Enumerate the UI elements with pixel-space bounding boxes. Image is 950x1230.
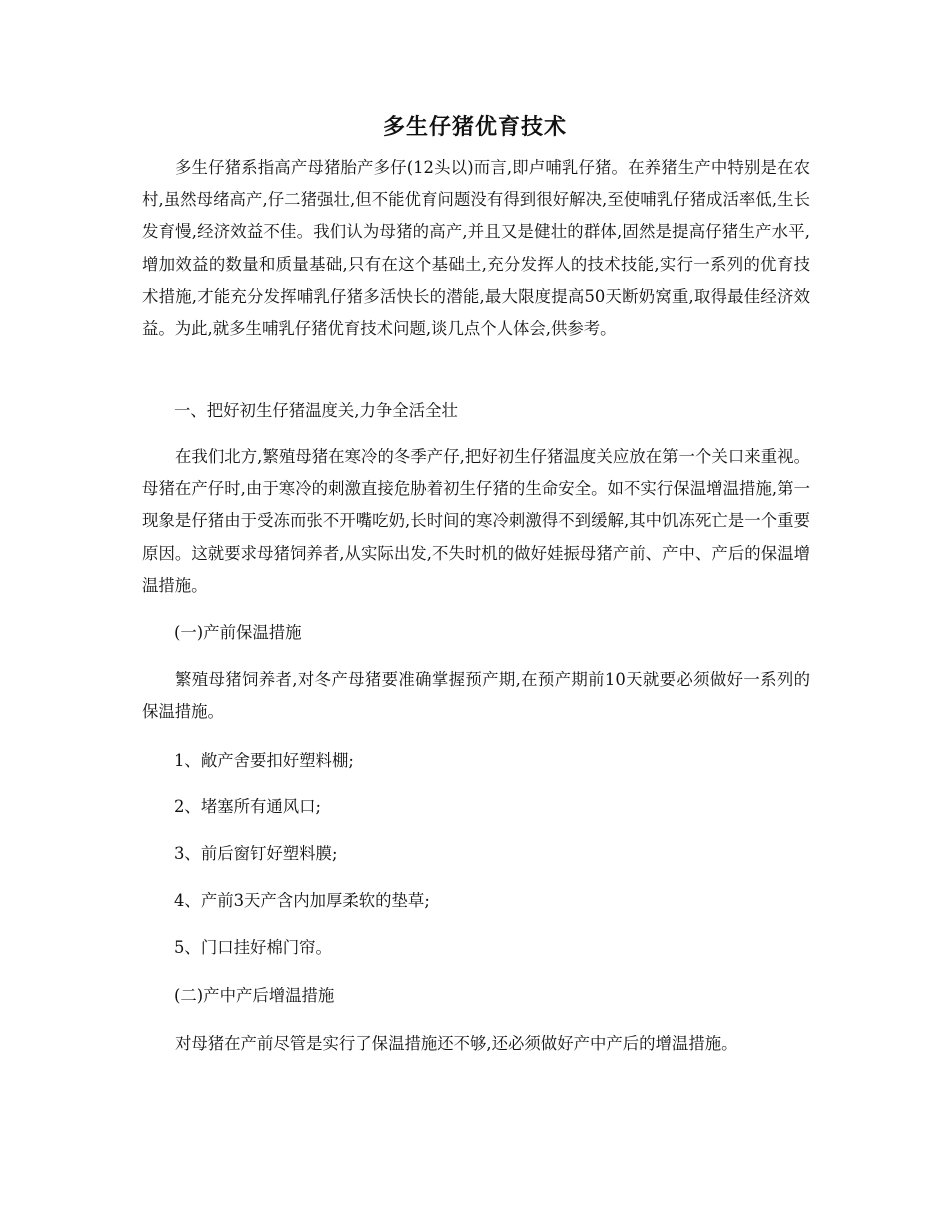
subsection-paragraph: 对母猪在产前尽管是实行了保温措施还不够,还必须做好产中产后的增温措施。 (175, 1034, 738, 1053)
list-item: 4、产前3天产含内加厚柔软的垫草; (174, 891, 430, 910)
subsection-heading: (二)产中产后增温措施 (174, 986, 335, 1005)
document-title: 多生仔猪优育技术 (382, 115, 567, 140)
section-paragraph: 在我们北方,繁殖母猪在寒冷的冬季产仔,把好初生仔猪温度关应放在第一个关口来重视。母猪在产仔时,由于寒冷的刺激直接危胁着初生仔猪的生命安全。如不实行保温增温措施,第一现象是仔猪由于受冻而张不开嘴吃奶,长时间的寒冷刺激得不到缓解,其中饥冻死亡是一个重要原因。这就要求母猪饲养者,从实际出发,不失时机的做好娃振母猪产前、产中、产后的保温增温措施。 (142, 447, 810, 595)
subsection-heading: (一)产前保温措施 (174, 623, 302, 642)
intro-paragraph: 多生仔猪系指高产母猪胎产多仔(12头以)而言,即卢哺乳仔猪。在养猪生产中特别是在农村,虽然母绪高产,仔二猪强壮,但不能优育问题没有得到很好解决,至使哺乳仔猪成活率低,生长发育慢,经济效益不佳。我们认为母猪的高产,并且又是健壮的群体,固然是提高仔猪生产水平,增加效益的数量和质量基础,只有在这个基础土,充分发挥人的技术技能,实行一系列的优育技术措施,才能充分发挥哺乳仔猪多活快长的潜能,最大限度提高50天断奶窝重,取得最佳经济效益。为此,就多生哺乳仔猪优育技术问题,谈几点个人体会,供参考。 (142, 158, 810, 339)
list-item: 2、堵塞所有通风口; (174, 797, 322, 816)
list-item: 3、前后窗钉好塑料膜; (174, 844, 338, 863)
subsection-paragraph: 繁殖母猪饲养者,对冬产母猪要准确掌握预产期,在预产期前10天就要必须做好一系列的保温措施。 (142, 670, 810, 722)
list-item: 5、门口挂好棉门帘。 (174, 938, 332, 957)
section-heading: 一、把好初生仔猪温度关,力争全活全壮 (174, 401, 458, 420)
list-item: 1、敞产舍要扣好塑料棚; (174, 751, 354, 770)
